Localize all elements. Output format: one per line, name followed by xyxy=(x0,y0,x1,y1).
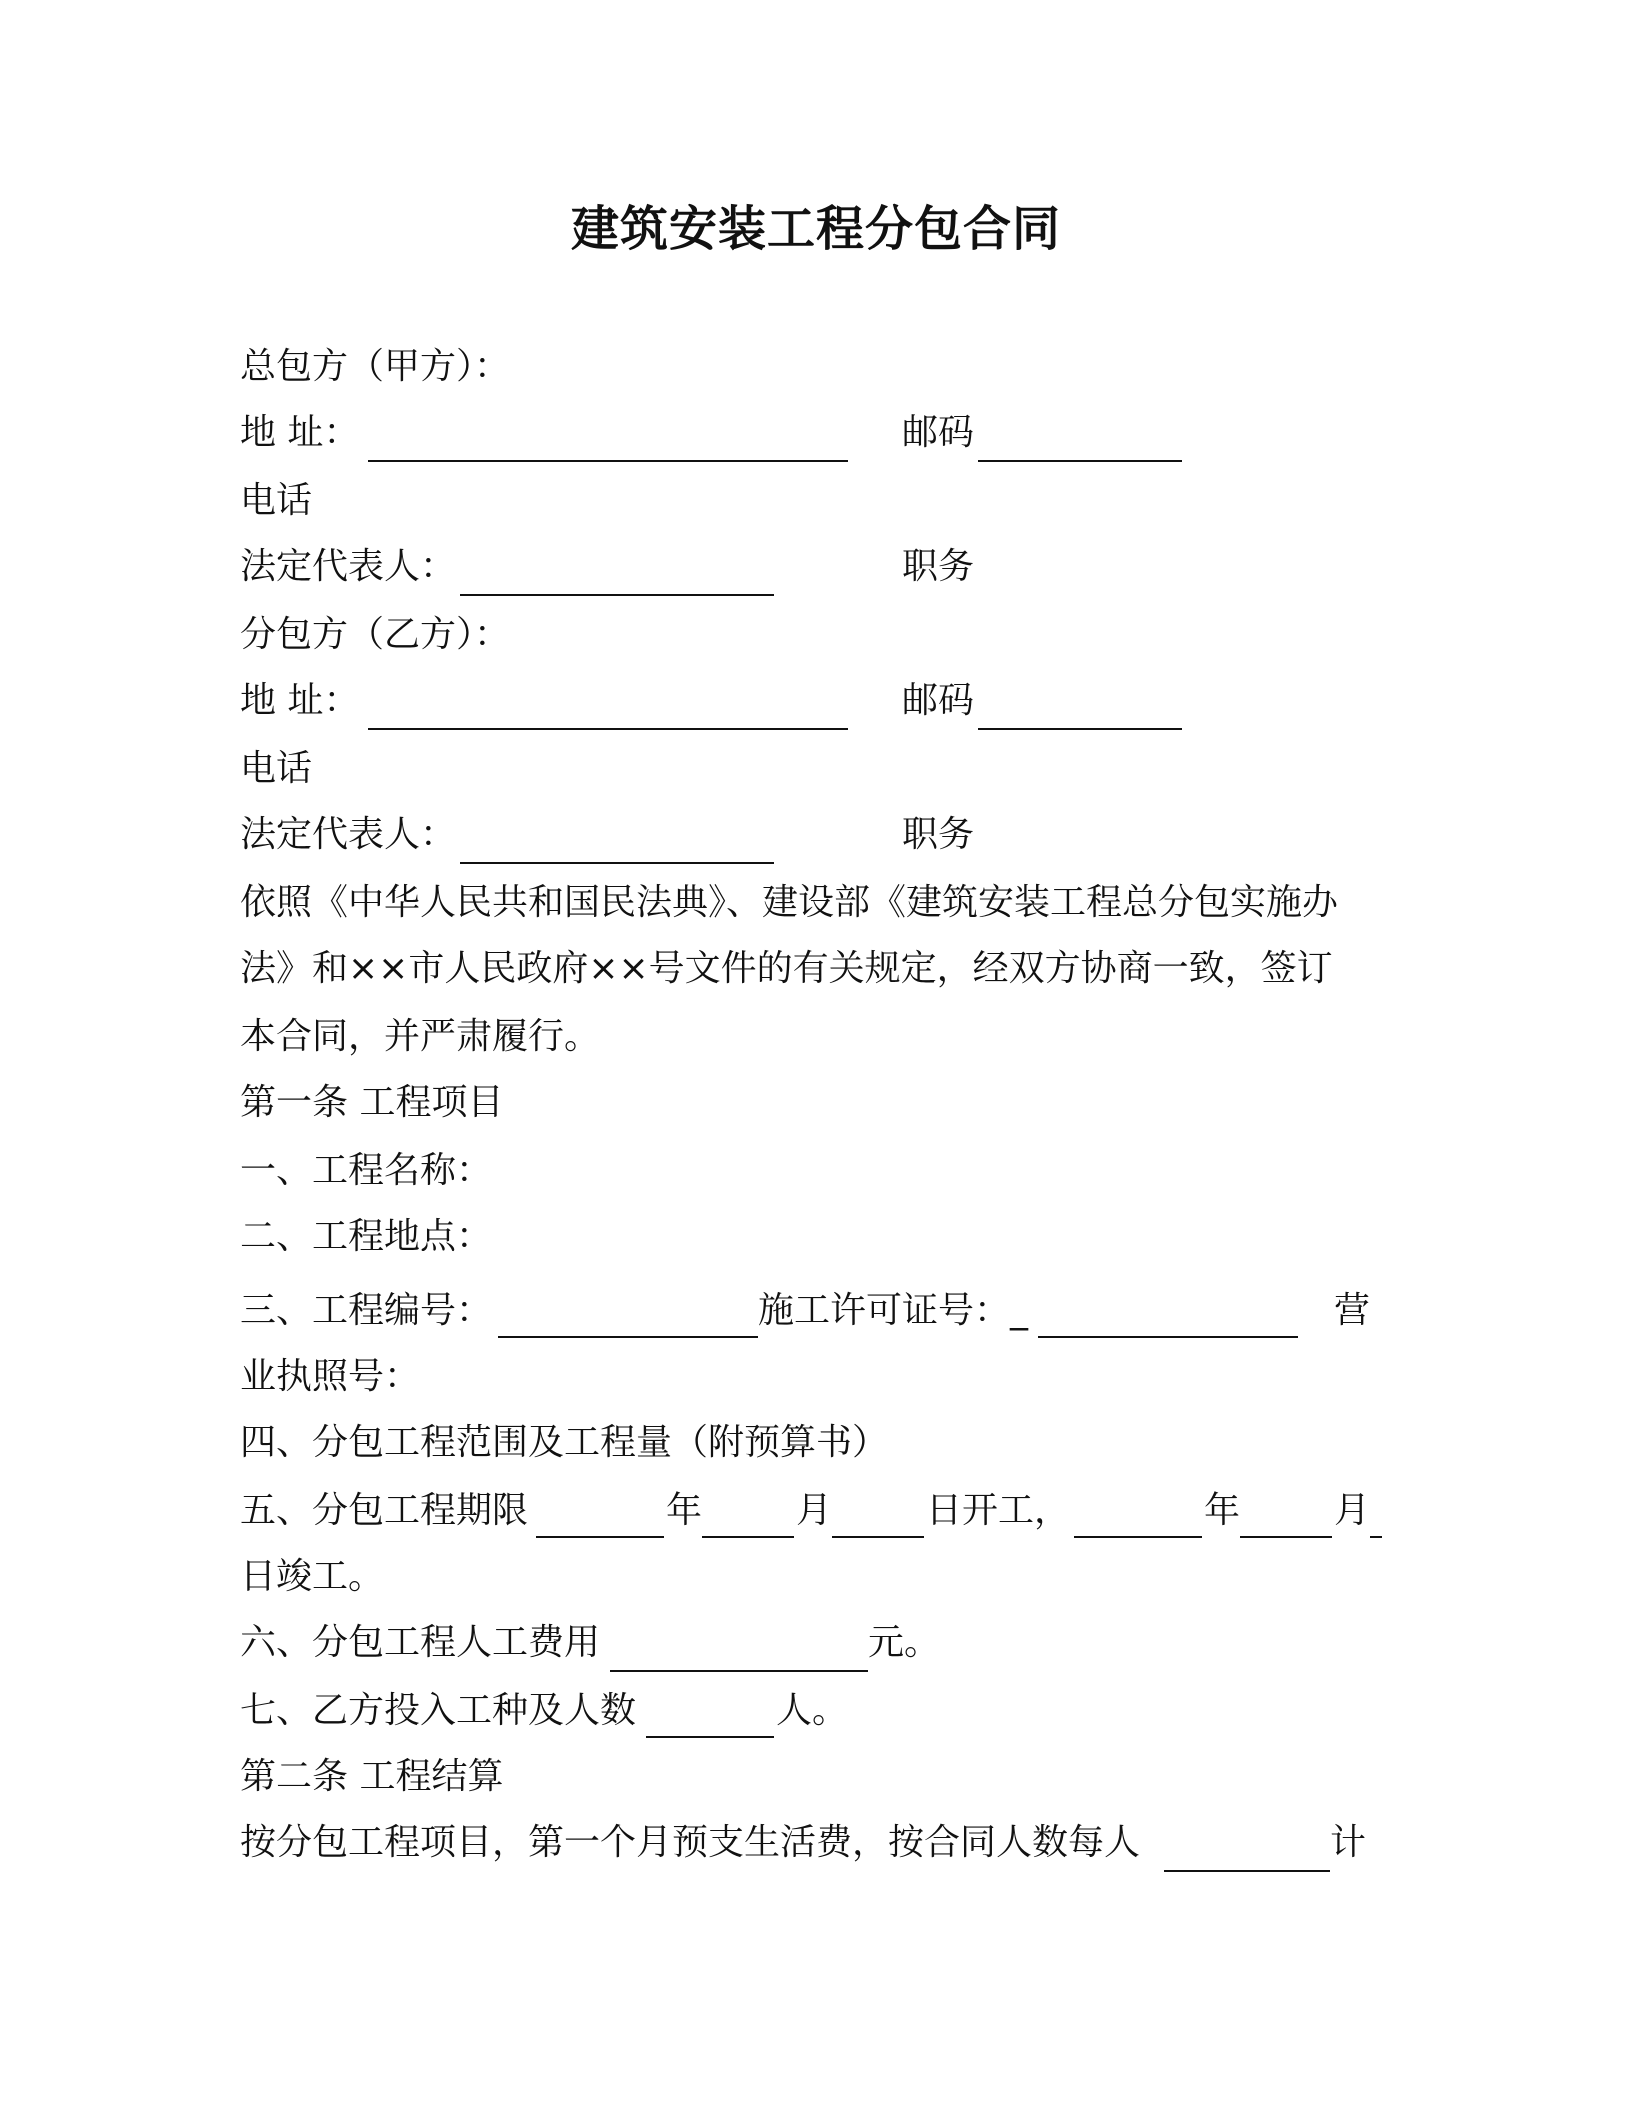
schedule-label: 五、分包工程期限 xyxy=(240,1490,529,1531)
settlement-text: 按分包工程项目，第一个月预支生活费，按合同人数每人 xyxy=(240,1822,1141,1863)
end-month-unit: 月 xyxy=(1334,1490,1371,1531)
party-b-postcode-label: 邮码 xyxy=(902,680,975,721)
business-license-label-start: 营 xyxy=(1334,1290,1371,1331)
party-a-postcode-label: 邮码 xyxy=(902,412,975,453)
end-day-field[interactable] xyxy=(1370,1536,1382,1538)
party-a-legal-rep-field[interactable] xyxy=(460,594,774,596)
project-location-label: 二、工程地点： xyxy=(240,1216,493,1257)
preamble-line-2: 法》和××市人民政府××号文件的有关规定，经双方协商一致，签订 xyxy=(240,948,1333,989)
party-b-phone-label: 电话 xyxy=(240,748,313,789)
document-title: 建筑安装工程分包合同 xyxy=(570,201,1061,257)
start-month-field[interactable] xyxy=(702,1536,794,1538)
end-day-unit: 日竣工。 xyxy=(240,1556,385,1597)
project-name-label: 一、工程名称： xyxy=(240,1150,493,1191)
party-b-legal-rep-field[interactable] xyxy=(460,862,774,864)
labor-cost-label: 六、分包工程人工费用 xyxy=(240,1622,601,1663)
party-b-address-field[interactable] xyxy=(368,728,848,730)
start-day-field[interactable] xyxy=(832,1536,924,1538)
start-year-field[interactable] xyxy=(536,1536,664,1538)
article-2-heading: 第二条 工程结算 xyxy=(240,1756,504,1797)
party-a-heading: 总包方（甲方）： xyxy=(240,346,511,387)
party-b-heading: 分包方（乙方）： xyxy=(240,614,511,655)
project-number-label: 三、工程编号： xyxy=(240,1290,493,1331)
party-a-position-label: 职务 xyxy=(902,546,975,587)
scope-item: 四、分包工程范围及工程量（附预算书） xyxy=(240,1422,889,1463)
party-b-position-label: 职务 xyxy=(902,814,975,855)
permit-number-field[interactable] xyxy=(1038,1336,1298,1338)
party-b-address-label: 地 址： xyxy=(240,680,360,721)
end-month-field[interactable] xyxy=(1240,1536,1332,1538)
start-month-unit: 月 xyxy=(796,1490,833,1531)
preamble-line-3: 本合同，并严肃履行。 xyxy=(240,1016,601,1057)
workers-unit: 人。 xyxy=(776,1690,849,1731)
preamble-line-1: 依照《中华人民共和国民法典》、建设部《建筑安装工程总分包实施办 xyxy=(240,882,1339,923)
party-b-legal-rep-label: 法定代表人： xyxy=(240,814,457,855)
permit-number-label: 施工许可证号：_ xyxy=(758,1290,1029,1331)
party-b-postcode-field[interactable] xyxy=(978,728,1182,730)
start-year-unit: 年 xyxy=(666,1490,703,1531)
workers-label: 七、乙方投入工种及人数 xyxy=(240,1690,637,1731)
start-day-unit: 日开工， xyxy=(926,1490,1071,1531)
party-a-postcode-field[interactable] xyxy=(978,460,1182,462)
party-a-phone-label: 电话 xyxy=(240,480,313,521)
per-person-amount-field[interactable] xyxy=(1164,1870,1330,1872)
end-year-field[interactable] xyxy=(1074,1536,1202,1538)
end-year-unit: 年 xyxy=(1204,1490,1241,1531)
party-a-address-field[interactable] xyxy=(368,460,848,462)
labor-cost-unit: 元。 xyxy=(868,1622,941,1663)
party-a-legal-rep-label: 法定代表人： xyxy=(240,546,457,587)
project-number-field[interactable] xyxy=(498,1336,758,1338)
business-license-label-end: 业执照号： xyxy=(240,1356,421,1397)
labor-cost-field[interactable] xyxy=(610,1670,868,1672)
settlement-text-end: 计 xyxy=(1330,1822,1367,1863)
article-1-heading: 第一条 工程项目 xyxy=(240,1082,504,1123)
party-a-address-label: 地 址： xyxy=(240,412,360,453)
workers-count-field[interactable] xyxy=(646,1736,774,1738)
